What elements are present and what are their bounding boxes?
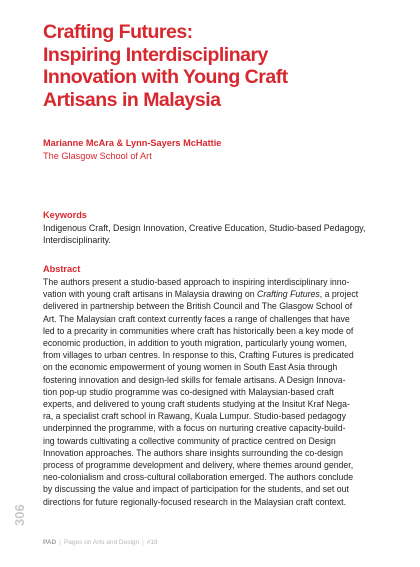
abstract-heading: Abstract	[43, 264, 81, 274]
abstract-line: led to a precarity in communities where craft has historically been a key mode of	[43, 325, 354, 336]
footer-separator: |	[59, 539, 61, 546]
abstract-line: from villages to urban centres. In response to this, Crafting Futures is predicated	[43, 350, 354, 361]
title-line: Crafting Futures:	[43, 21, 193, 43]
title-line: Artisans in Malaysia	[43, 88, 221, 111]
abstract-line: economic production, in addition to youth migration, particularly young women,	[43, 338, 347, 349]
abstract-text	[43, 276, 395, 508]
abstract-line	[43, 288, 395, 300]
author-affiliation: The Glasgow School of Art	[43, 151, 152, 161]
journal-name: Pages on Arts and Design	[63, 539, 140, 546]
abstract-line: on the economic empowerment of young women in South East Asia through	[43, 362, 338, 373]
journal-abbreviation: PAD	[43, 539, 57, 546]
abstract-line: Innovation approaches. The authors share insights surrounding the co-design	[43, 447, 343, 458]
keywords-text: Indigenous Craft, Design Innovation, Creative Education, Studio-based Pedagogy, Interdisciplinarity.	[43, 223, 366, 246]
title-line: Inspiring Interdisciplinary	[43, 43, 268, 66]
abstract-line-lead: vation with young craft artisans in Malaysia drawing on	[43, 289, 257, 300]
abstract-line: Art. The Malaysian craft context currently faces a range of challenges that have	[43, 313, 350, 324]
abstract-line: tion pop-up studio programme was co-designed with Malaysian-based craft	[43, 386, 334, 397]
title-line: Innovation with Young Craft	[43, 66, 288, 88]
paper-title	[43, 21, 383, 111]
abstract-line: ing towards cultivating a collective community of practice centred on Design	[43, 435, 336, 446]
abstract-line: process of programme development and delivery, where themes around gender,	[43, 460, 354, 471]
abstract-line-tail: , a project	[319, 289, 359, 300]
project-name-italic: Crafting Futures	[257, 289, 320, 300]
page-number: 306	[12, 504, 27, 526]
abstract-line: by discussing the value and impact of participation for the students, and set out	[43, 484, 349, 495]
abstract-line: fostering innovation and design-led skills for female artisans. A Design Innova-	[43, 374, 346, 385]
journal-footer	[43, 539, 158, 547]
abstract-line: directions for future regionally-focused research in the Malaysian craft context.	[43, 496, 346, 507]
abstract-line: neo-colonialism and cross-cultural collaboration emerged. The authors conclude	[43, 472, 354, 483]
abstract-line: experts, and delivered to young craft students studying at the Insitut Kraf Nega-	[43, 399, 350, 410]
footer-separator: |	[142, 539, 144, 546]
abstract-line: underpinned the programme, with a focus on nurturing creative capacity-build-	[43, 423, 346, 434]
abstract-line: ra, a specialist craft school in Rawang, Kuala Lumpur. Studio-based pedagogy	[43, 411, 347, 422]
journal-issue: #18	[146, 539, 158, 546]
abstract-line: The authors present a studio-based approach to inspiring interdisciplinary inno-	[43, 277, 350, 287]
keywords-heading: Keywords	[43, 210, 87, 220]
abstract-line: delivered in partnership between the British Council and The Glasgow School of	[43, 301, 353, 312]
author-names: Marianne McAra & Lynn-Sayers McHattie	[43, 138, 222, 148]
